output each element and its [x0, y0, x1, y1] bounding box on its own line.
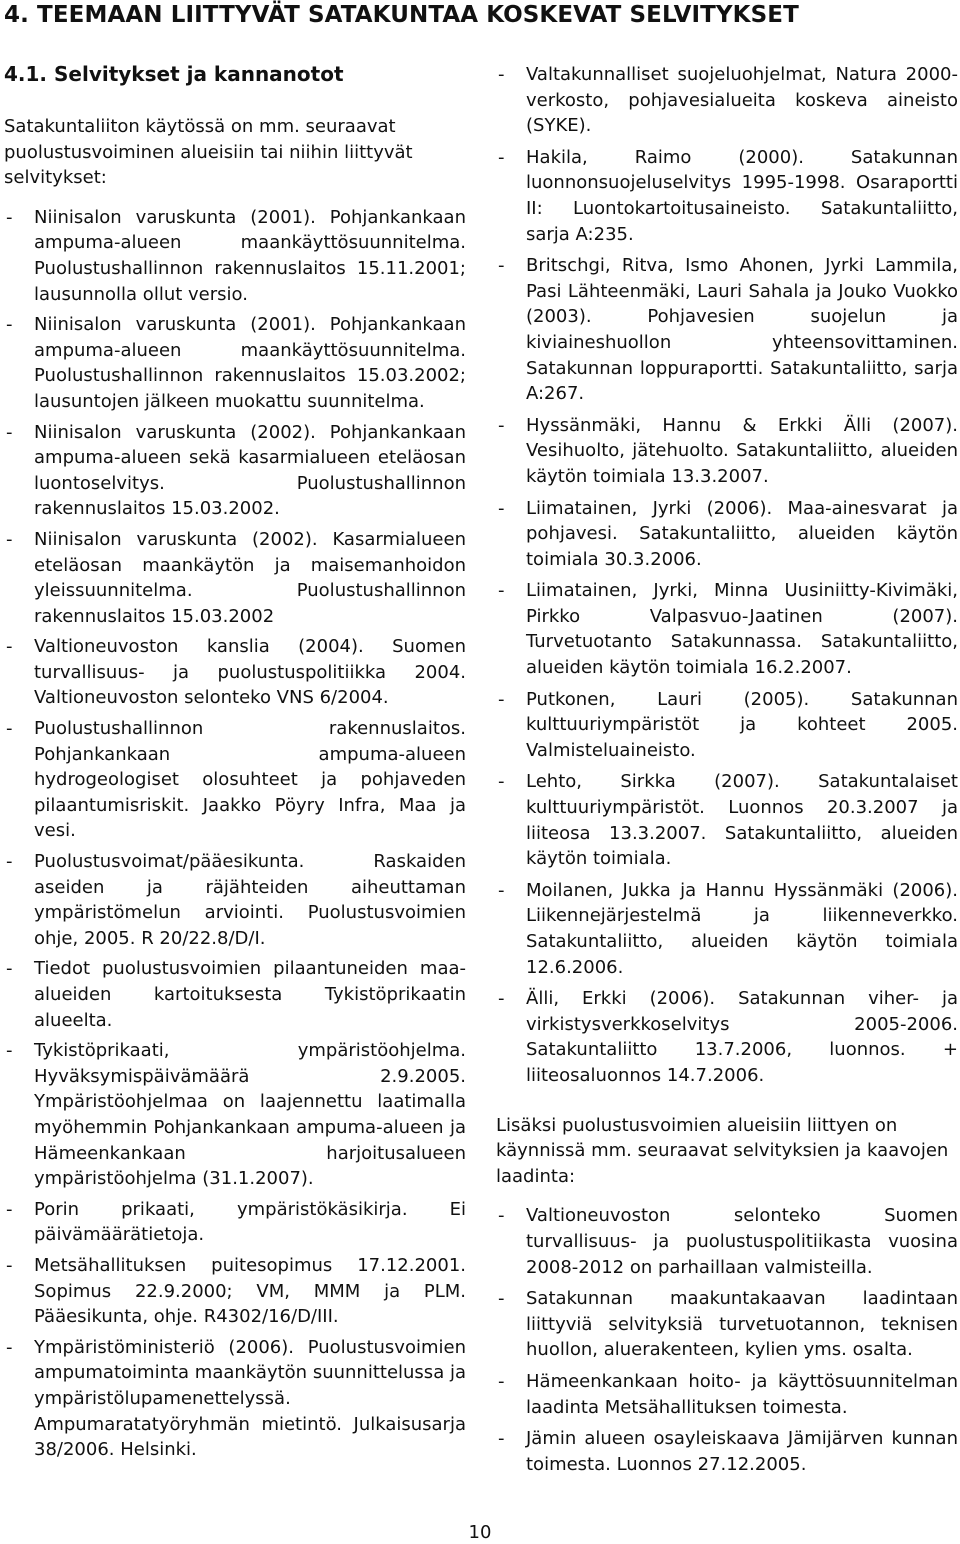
bullet-dash: -	[6, 851, 13, 873]
list-item-text: Metsähallituksen puitesopimus 17.12.2001. Sopimus 22.9.2000; VM, MMM ja PLM. Pääesikunta, ohje. R4302/16/D/III.	[34, 1254, 466, 1328]
intro-paragraph: Satakuntaliiton käytössä on mm. seuraavat puolustusvoiminen alueisiin tai niihin liittyvät selvitykset:	[4, 116, 413, 189]
bullet-dash: -	[6, 528, 13, 550]
list-item	[4, 527, 466, 629]
list-item-text: Ympäristöministeriö (2006). Puolustusvoimien ampumatoiminta maankäytön suunnittelussa ja ympäristölupamenettelyssä. Ampumaratatyöryhmän mietintö. Julkaisusarja 38/2006. Helsinki.	[34, 1336, 466, 1461]
list-item	[4, 1253, 466, 1330]
bullet-dash: -	[498, 414, 505, 436]
page-number: 10	[468, 1522, 492, 1543]
list-item-text: Älli, Erkki (2006). Satakunnan viher- ja virkistysverkkoselvitys 2005-2006. Satakuntaliitto 13.7.2006, luonnos. + liiteosaluonnos 14.7.2006.	[526, 988, 958, 1086]
list-item	[496, 1426, 958, 1477]
list-item-text: Satakunnan maakuntakaavan laadintaan liittyviä selvityksiä turvetuotannon, teknisen huollon, aluerakenteen, kylien yms. osalta.	[526, 1288, 958, 1361]
list-item	[496, 62, 958, 139]
list-item	[4, 205, 466, 307]
list-item-text: Hakila, Raimo (2000). Satakunnan luonnonsuojeluselvitys 1995-1998. Osaraportti II: Luontokartoitusaineisto. Satakuntaliitto, sarja A:235.	[526, 146, 958, 245]
list-item	[496, 496, 958, 573]
list-item	[496, 413, 958, 490]
list-item	[4, 634, 466, 711]
bullet-dash: -	[498, 988, 505, 1010]
list-item	[496, 687, 958, 764]
bullet-dash: -	[6, 718, 13, 740]
list-item-text: Valtakunnalliset suojeluohjelmat, Natura 2000-verkosto, pohjavesialueita koskeva aineisto (SYKE).	[526, 64, 958, 137]
bullet-dash: -	[6, 1336, 13, 1358]
bullet-dash: -	[498, 146, 505, 168]
list-item	[496, 986, 958, 1088]
list-item-text: Hyssänmäki, Hannu & Erkki Älli (2007). Vesihuolto, jätehuolto. Satakuntaliitto, alueiden käytön toimiala 13.3.2007.	[526, 414, 958, 487]
chapter-heading: 4. TEEMAAN LIITTYVÄT SATAKUNTAA KOSKEVAT SELVITYKSET	[4, 2, 799, 28]
bullet-dash: -	[498, 64, 505, 85]
bullet-dash: -	[6, 636, 13, 658]
list-item	[496, 1203, 958, 1280]
bullet-dash: -	[6, 1040, 13, 1062]
reference-list	[4, 205, 466, 1463]
list-item	[4, 1335, 466, 1463]
bullet-dash: -	[6, 206, 13, 228]
list-item-text: Lehto, Sirkka (2007). Satakuntalaiset kulttuuriympäristöt. Luonnos 20.3.2007 ja liiteosa 13.3.2007. Satakuntaliitto, alueiden käytön toimiala.	[526, 771, 958, 870]
list-item-text: Hämeenkankaan hoito- ja käyttösuunnitelman laadinta Metsähallituksen toimesta.	[526, 1370, 958, 1418]
ongoing-list	[496, 1203, 958, 1477]
bullet-dash: -	[498, 879, 505, 901]
bullet-dash: -	[498, 580, 505, 602]
list-item	[4, 1038, 466, 1192]
list-item	[4, 716, 466, 844]
list-item-text: Puolustushallinnon rakennuslaitos. Pohjankankaan ampuma-alueen hydrogeologiset olosuhteet ja pohjaveden pilaantumisriskit. Jaakko Pöyry Infra, Maa ja vesi.	[34, 718, 466, 842]
list-item	[496, 878, 958, 980]
list-item-text: Niinisalon varuskunta (2002). Pohjankankaan ampuma-alueen sekä kasarmialueen eteläosan luontoselvitys. Puolustushallinnon rakennuslaitos 15.03.2002.	[34, 421, 466, 520]
list-item-text: Valtioneuvoston selonteko Suomen turvallisuus- ja puolustuspolitiikasta vuosina 2008-2012 on parhaillaan valmisteilla.	[526, 1205, 958, 1278]
bullet-dash: -	[498, 688, 505, 710]
bullet-dash: -	[6, 1198, 13, 1220]
list-item-text: Puolustusvoimat/pääesikunta. Raskaiden aseiden ja räjähteiden aiheuttaman ympäristömelun arviointi. Puolustusvoimien ohje, 2005. R 20/22.8/D/I.	[34, 851, 466, 949]
list-item	[496, 253, 958, 407]
list-item	[4, 312, 466, 414]
left-column	[4, 114, 466, 1468]
list-item-text: Jämin alueen osayleiskaava Jämijärven kunnan toimesta. Luonnos 27.12.2005.	[526, 1428, 958, 1475]
list-item	[496, 578, 958, 680]
list-item	[4, 420, 466, 522]
list-item-text: Liimatainen, Jyrki, Minna Uusiniitty-Kivimäki, Pirkko Valpasvuo-Jaatinen (2007). Turvetuotanto Satakunnassa. Satakuntaliitto, alueiden käytön toimiala 16.2.2007.	[526, 580, 958, 679]
bullet-dash: -	[6, 421, 13, 443]
bullet-dash: -	[6, 1254, 13, 1276]
list-item-text: Porin prikaati, ympäristökäsikirja. Ei päivämäärätietoja.	[34, 1198, 466, 1246]
list-item-text: Niinisalon varuskunta (2002). Kasarmialueen eteläosan maankäytön ja maisemanhoidon yleissuunnitelma. Puolustushallinnon rakennuslaitos 15.03.2002	[34, 528, 466, 627]
list-item-text: Putkonen, Lauri (2005). Satakunnan kulttuuriympäristöt ja kohteet 2005. Valmisteluaineisto.	[526, 688, 958, 761]
right-column	[496, 62, 958, 1483]
list-item	[496, 1369, 958, 1420]
list-item-text: Britschgi, Ritva, Ismo Ahonen, Jyrki Lammila, Pasi Lähteenmäki, Lauri Sahala ja Jouko Vuokko (2003). Pohjavesien suojelun ja kiviaineshuollon yhteensovittaminen. Satakunnan loppuraportti. Satakuntaliitto, sarja A:267.	[526, 255, 958, 405]
list-item-text: Niinisalon varuskunta (2001). Pohjankankaan ampuma-alueen maankäyttösuunnitelma. Puolustushallinnon rakennuslaitos 15.03.2002; lausuntojen jälkeen muokattu suunnitelma.	[34, 314, 466, 412]
list-item-text: Niinisalon varuskunta (2001). Pohjankankaan ampuma-alueen maankäyttösuunnitelma. Puolustushallinnon rakennuslaitos 15.11.2001; lausunnolla ollut versio.	[34, 206, 466, 305]
section-heading: 4.1. Selvitykset ja kannanotot	[4, 62, 344, 86]
list-item	[496, 769, 958, 871]
list-item-text: Moilanen, Jukka ja Hannu Hyssänmäki (2006). Liikennejärjestelmä ja liikenneverkko. Satakuntaliitto, alueiden käytön toimiala 12.6.2006.	[526, 879, 958, 978]
list-item	[4, 956, 466, 1033]
list-item-text: Tykistöprikaati, ympäristöohjelma. Hyväksymispäivämäärä 2.9.2005. Ympäristöohjelmaa on laajennettu laatimalla myöhemmin Pohjankankaan ampuma-alueen ja Hämeenkankaan harjoitusalueen ympäristöohjelma (31.1.2007).	[34, 1040, 466, 1190]
bullet-dash: -	[6, 958, 13, 980]
bullet-dash: -	[6, 314, 13, 336]
list-item	[496, 1286, 958, 1363]
bullet-dash: -	[498, 1428, 505, 1450]
list-item-text: Valtioneuvoston kanslia (2004). Suomen turvallisuus- ja puolustuspolitiikka 2004. Valtioneuvoston selonteko VNS 6/2004.	[34, 636, 466, 709]
bullet-dash: -	[498, 1370, 505, 1392]
bullet-dash: -	[498, 255, 505, 277]
ongoing-intro-paragraph: Lisäksi puolustusvoimien alueisiin liittyen on käynnissä mm. seuraavat selvityksien ja kaavojen laadinta:	[496, 1114, 949, 1187]
list-item	[4, 1197, 466, 1248]
reference-list	[496, 62, 958, 1089]
list-item-text: Tiedot puolustusvoimien pilaantuneiden maa-alueiden kartoituksesta Tykistöprikaatin alueelta.	[34, 958, 466, 1031]
bullet-dash: -	[498, 1288, 505, 1310]
list-item	[4, 849, 466, 951]
bullet-dash: -	[498, 771, 505, 793]
list-item	[496, 145, 958, 247]
bullet-dash: -	[498, 497, 505, 519]
list-item-text: Liimatainen, Jyrki (2006). Maa-ainesvarat ja pohjavesi. Satakuntaliitto, alueiden käytön toimiala 30.3.2006.	[526, 497, 958, 570]
bullet-dash: -	[498, 1205, 505, 1227]
